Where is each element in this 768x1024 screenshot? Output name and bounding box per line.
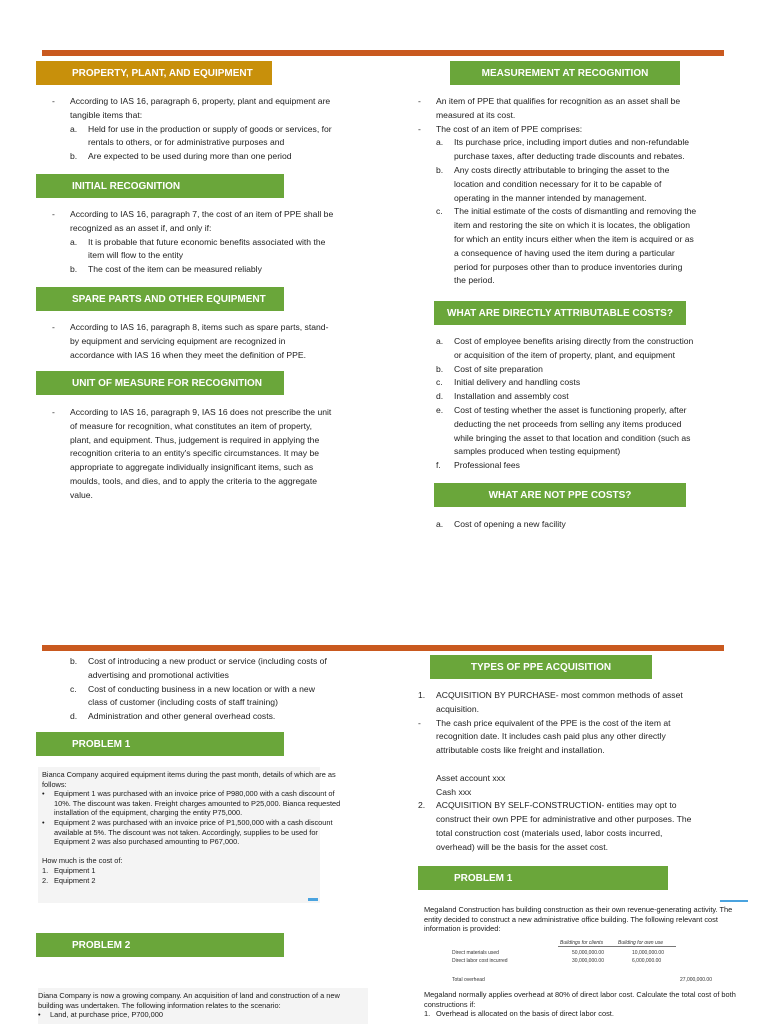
list-marker: c.: [70, 683, 77, 694]
text-line: [38, 1010, 340, 1020]
text-line: [424, 905, 732, 915]
line-text: Cost of employee benefits arising directly from the construction: [454, 336, 694, 346]
line-text: Installation and assembly cost: [454, 391, 569, 402]
list-marker: c.: [436, 377, 443, 388]
problem2-diana-snippet: [38, 988, 368, 1024]
table-row-label: Direct labor cost incurred: [452, 958, 508, 964]
section-unit-of-measure: [52, 406, 331, 503]
list-marker: d.: [436, 391, 444, 402]
text-line: [52, 475, 331, 489]
text-line: [38, 1001, 340, 1011]
list-marker: b.: [70, 656, 78, 666]
table-col-clients: Buildings for clients: [560, 940, 604, 946]
text-line: [42, 818, 340, 828]
text-line: [418, 418, 693, 432]
line-text: According to IAS 16, paragraph 6, property, plant and equipment are: [70, 96, 331, 106]
line-text: Megaland normally applies overhead at 80% of direct labor cost. Calculate the total cost of both: [424, 990, 736, 999]
text-line: [418, 233, 696, 247]
line-text: The cost of the item can be measured reliably: [88, 264, 262, 275]
section-attributable-costs: [418, 335, 693, 473]
line-text: Asset account xxx: [436, 772, 506, 783]
line-text: Equipment 1 was purchased with an invoice price of P980,000 with a cash discount of: [54, 789, 335, 799]
snippet-marker: [308, 898, 318, 901]
line-text: Held for use in the production or supply of goods or services, for: [88, 123, 332, 134]
line-text: the period.: [454, 275, 495, 286]
line-text: Cost of site preparation: [454, 363, 543, 374]
text-line: [52, 236, 333, 250]
list-marker: b.: [70, 264, 78, 275]
list-marker: 2.: [418, 800, 426, 811]
list-marker: -: [52, 322, 55, 332]
text-line: [42, 808, 340, 818]
section-not-ppe-continued: [52, 655, 327, 724]
text-line: [418, 390, 693, 404]
line-text: operating in the manner intended by management.: [454, 192, 647, 203]
problem2-diana-text: [38, 991, 340, 1020]
table-row-value: 6,000,000.00: [632, 958, 662, 964]
list-marker: b.: [436, 363, 444, 374]
line-text: for which an entity incurs either when the item is acquired or as: [454, 233, 694, 244]
table-row-label: Direct materials used: [452, 950, 499, 956]
table-row-value: 50,000,000.00: [572, 950, 604, 956]
line-text: 10%. The discount was taken. Freight charges amounted to P25,000. Bianca requested: [54, 798, 341, 808]
problem1-megaland-snippet: [420, 900, 750, 1024]
header-problem2-left: PROBLEM 2: [36, 933, 284, 957]
header-unit-of-measure: UNIT OF MEASURE FOR RECOGNITION: [36, 371, 284, 395]
line-text: Cost of introducing a new product or service (including costs of: [88, 656, 327, 666]
line-text: recognition date. It includes cash paid plus any other directly: [436, 731, 666, 742]
line-text: overhead) will be the basis for the asset cost.: [436, 841, 608, 852]
text-line: [42, 837, 340, 847]
text-line: [418, 219, 696, 233]
text-line: [52, 434, 331, 448]
list-marker: 2.: [42, 875, 49, 885]
line-text: Its purchase price, including import duties and non-refundable: [454, 137, 690, 148]
line-text: Diana Company is now a growing company. An acquisition of land and construction of a new: [38, 991, 340, 1000]
text-line: [418, 150, 696, 164]
list-marker: b.: [70, 151, 78, 162]
line-text: Any costs directly attributable to bringing the asset to the: [454, 164, 670, 175]
line-text: by equipment and servicing equipment are recognized in: [70, 335, 286, 346]
table-overhead-label: Total overhead: [452, 977, 485, 983]
text-line: [418, 717, 691, 731]
line-text: period for purposes other than to produce inventories during: [454, 261, 683, 272]
text-line: [418, 432, 693, 446]
line-text: follows:: [42, 779, 67, 789]
section-ppe: [52, 95, 332, 164]
line-text: item and restoring the site on which it is locates, the obligation: [454, 220, 690, 231]
line-text: ACQUISITION BY PURCHASE- most common methods of asset: [436, 690, 683, 700]
line-text: How much is the cost of:: [42, 856, 123, 866]
list-marker: •: [42, 789, 45, 799]
text-line: [418, 363, 693, 377]
text-line: [418, 827, 691, 841]
text-line: [418, 518, 566, 532]
text-line: [424, 915, 732, 925]
list-marker: a.: [70, 236, 78, 247]
text-line: [424, 1000, 736, 1010]
line-text: attributable costs like freight and installation.: [436, 745, 605, 756]
line-text: of measure for recognition, what constitutes an item of property,: [70, 420, 313, 431]
text-line: [418, 178, 696, 192]
line-text: item will flow to the entity: [88, 250, 184, 261]
list-marker: -: [418, 96, 421, 106]
list-marker: -: [418, 123, 421, 134]
line-text: appropriate to aggregate individually insignificant items, such as: [70, 462, 314, 473]
text-line: [418, 274, 696, 288]
text-line: [52, 208, 333, 222]
text-line: [42, 876, 340, 886]
text-line: [418, 758, 691, 772]
line-text: total construction cost (materials used, labor costs incurred,: [436, 827, 663, 838]
text-line: [52, 447, 331, 461]
text-line: [42, 847, 340, 857]
list-marker: b.: [436, 164, 444, 175]
section-initial-recognition: [52, 208, 333, 277]
text-line: [52, 406, 331, 420]
line-text: The initial estimate of the costs of dismantling and removing the: [454, 206, 697, 217]
list-marker: -: [52, 407, 55, 417]
section-types-of-acquisition: [418, 689, 691, 855]
section-not-ppe-costs: [418, 518, 566, 532]
line-text: a consequence of having used the item during a particular: [454, 247, 675, 258]
text-line: [418, 404, 693, 418]
text-line: [418, 349, 693, 363]
table-row-value: 10,000,000.00: [632, 950, 664, 956]
line-text: advertising and promotional activities: [88, 669, 229, 680]
text-line: [52, 655, 327, 669]
header-not-ppe-costs: WHAT ARE NOT PPE COSTS?: [434, 483, 686, 507]
list-marker: •: [42, 817, 45, 827]
text-line: [52, 696, 327, 710]
line-text: available at 5%. The discount was not taken. Accordingly, supplies to be used for: [54, 827, 318, 837]
line-text: measured at its cost.: [436, 109, 516, 120]
line-text: tangible items that:: [70, 109, 143, 120]
text-line: [52, 683, 327, 697]
line-text: while bringing the asset to that location and condition (such as: [454, 432, 691, 443]
text-line: [418, 136, 696, 150]
text-line: [418, 772, 691, 786]
text-line: [418, 109, 696, 123]
list-marker: -: [52, 96, 55, 106]
header-ppe: PROPERTY, PLANT, AND EQUIPMENT: [36, 61, 272, 85]
line-text: acquisition.: [436, 703, 479, 714]
text-line: [52, 489, 331, 503]
text-line: [418, 813, 691, 827]
text-line: [418, 744, 691, 758]
list-marker: -: [52, 209, 55, 219]
text-line: [418, 164, 696, 178]
line-text: Professional fees: [454, 460, 520, 471]
text-line: [52, 249, 333, 263]
line-text: Are expected to be used during more than one period: [88, 151, 292, 162]
text-line: [52, 669, 327, 683]
line-text: installation of the equipment, charging the entity P75,000.: [54, 808, 243, 818]
header-measurement: MEASUREMENT AT RECOGNITION: [450, 61, 680, 85]
header-types-of-acquisition: TYPES OF PPE ACQUISITION: [430, 655, 652, 679]
line-text: Megaland Construction has building construction as their own revenue-generating activity. The: [424, 905, 733, 914]
line-text: building was undertaken. The following information relates to the scenario:: [38, 1000, 281, 1010]
line-text: Equipment 2: [54, 875, 96, 885]
list-marker: a.: [436, 336, 444, 346]
text-line: [418, 261, 696, 275]
list-marker: f.: [436, 460, 441, 471]
line-text: class of customer (including costs of staff training): [88, 697, 278, 708]
table-overhead-value: 27,000,000.00: [680, 977, 712, 983]
text-line: [52, 109, 332, 123]
line-text: deducting the net proceeds from selling any items produced: [454, 418, 682, 429]
table-header-rule: [558, 946, 676, 947]
text-line: [42, 789, 340, 799]
text-line: [418, 689, 691, 703]
section-measurement: [418, 95, 696, 288]
line-text: Equipment 1: [54, 865, 96, 875]
snippet-marker-right: [720, 900, 748, 902]
text-line: [418, 841, 691, 855]
text-line: [42, 828, 340, 838]
text-line: [42, 799, 340, 809]
header-problem1-left: PROBLEM 1: [36, 732, 284, 756]
text-line: [52, 150, 332, 164]
line-text: It is probable that future economic benefits associated with the: [88, 236, 326, 247]
text-line: [418, 445, 693, 459]
line-text: Overhead is allocated on the basis of direct labor cost.: [436, 1009, 614, 1019]
text-line: [418, 123, 696, 137]
line-text: According to IAS 16, paragraph 8, items such as spare parts, stand-: [70, 322, 329, 332]
text-line: [52, 136, 332, 150]
text-line: [418, 95, 696, 109]
megaland-intro: [424, 905, 732, 934]
line-text: purchase taxes, after deducting trade discounts and rebates.: [454, 151, 685, 162]
megaland-cost-table: [420, 938, 750, 986]
list-marker: •: [38, 1010, 41, 1020]
list-marker: d.: [70, 711, 78, 722]
text-line: [52, 461, 331, 475]
text-line: [42, 770, 340, 780]
text-line: [52, 321, 328, 335]
line-text: Cost of conducting business in a new location or with a new: [88, 683, 315, 694]
line-text: According to IAS 16, paragraph 9, IAS 16 does not prescribe the unit: [70, 407, 332, 417]
list-marker: 1.: [424, 1009, 431, 1019]
line-text: plant, and equipment. Thus, judgement is required in applying the: [70, 434, 320, 445]
line-text: construct their own PPE for administrative and other purposes. The: [436, 814, 692, 825]
text-line: [418, 192, 696, 206]
text-line: [418, 376, 693, 390]
line-text: constructions if:: [424, 999, 476, 1009]
header-problem1-right: PROBLEM 1: [418, 866, 668, 890]
line-text: ACQUISITION BY SELF-CONSTRUCTION- entities may opt to: [436, 800, 677, 811]
line-text: According to IAS 16, paragraph 7, the cost of an item of PPE shall be: [70, 209, 334, 219]
text-line: [418, 247, 696, 261]
line-text: recognized as an asset if, and only if:: [70, 222, 212, 233]
line-text: Initial delivery and handling costs: [454, 377, 581, 388]
text-line: [52, 710, 327, 724]
line-text: Cash xxx: [436, 786, 472, 797]
line-text: Equipment 2 was purchased with an invoice price of P1,500,000 with a cash discount: [54, 817, 333, 827]
text-line: [418, 335, 693, 349]
line-text: rentals to others, or for administrative purposes and: [88, 137, 285, 148]
problem1-bianca-snippet: [38, 767, 341, 903]
line-text: entity decided to construct a new administrative office building. The following relevant cost: [424, 914, 718, 924]
megaland-question: [424, 990, 736, 1019]
text-line: [42, 856, 340, 866]
line-text: samples produced when testing equipment): [454, 446, 621, 457]
section-spare-parts: [52, 321, 328, 362]
line-text: Land, at purchase price, P700,000: [50, 1010, 163, 1020]
line-text: value.: [70, 489, 93, 500]
page1-top-rule: [42, 50, 724, 56]
line-text: or acquisition of the item of property, plant, and equipment: [454, 349, 676, 360]
text-line: [418, 459, 693, 473]
line-text: Equipment 2 was also purchased amounting to P67,000.: [54, 837, 240, 847]
text-line: [418, 205, 696, 219]
text-line: [424, 990, 736, 1000]
text-line: [424, 1009, 736, 1019]
text-line: [418, 799, 691, 813]
page2-top-rule: [42, 645, 724, 651]
text-line: [52, 335, 328, 349]
text-line: [42, 866, 340, 876]
text-line: [418, 730, 691, 744]
text-line: [52, 123, 332, 137]
text-line: [38, 991, 340, 1001]
line-text: An item of PPE that qualifies for recognition as an asset shall be: [436, 96, 681, 106]
table-row-value: 30,000,000.00: [572, 958, 604, 964]
list-marker: a.: [436, 519, 444, 529]
text-line: [424, 924, 732, 934]
line-text: information is provided:: [424, 924, 501, 934]
text-line: [52, 263, 333, 277]
text-line: [418, 703, 691, 717]
list-marker: a.: [70, 123, 78, 134]
line-text: moulds, tools, and dies, and to apply the criteria to the aggregate: [70, 475, 317, 486]
text-line: [52, 222, 333, 236]
header-spare-parts: SPARE PARTS AND OTHER EQUIPMENT: [36, 287, 284, 311]
line-text: Cost of testing whether the asset is functioning properly, after: [454, 404, 687, 415]
list-marker: e.: [436, 404, 444, 415]
header-initial-recognition: INITIAL RECOGNITION: [36, 174, 284, 198]
text-line: [52, 95, 332, 109]
line-text: The cost of an item of PPE comprises:: [436, 123, 583, 134]
list-marker: 1.: [42, 865, 49, 875]
line-text: Bianca Company acquired equipment items during the past month, details of which are as: [42, 770, 336, 779]
table-col-own: Building for own use: [618, 940, 664, 946]
line-text: Cost of opening a new facility: [454, 519, 566, 529]
line-text: Administration and other general overhead costs.: [88, 711, 276, 722]
header-attributable-costs: WHAT ARE DIRECTLY ATTRIBUTABLE COSTS?: [434, 301, 686, 325]
line-text: The cash price equivalent of the PPE is the cost of the item at: [436, 717, 671, 728]
text-line: [42, 780, 340, 790]
line-text: recognition criteria to an entity's specific circumstances. It may be: [70, 448, 320, 459]
text-line: [418, 786, 691, 800]
list-marker: c.: [436, 206, 443, 217]
list-marker: 1.: [418, 690, 426, 700]
problem1-bianca-text: [42, 770, 340, 885]
line-text: accordance with IAS 16 when they meet the definition of PPE.: [70, 349, 306, 360]
line-text: location and condition necessary for it to be capable of: [454, 178, 662, 189]
text-line: [52, 349, 328, 363]
list-marker: a.: [436, 137, 444, 148]
list-marker: -: [418, 717, 421, 728]
text-line: [52, 420, 331, 434]
